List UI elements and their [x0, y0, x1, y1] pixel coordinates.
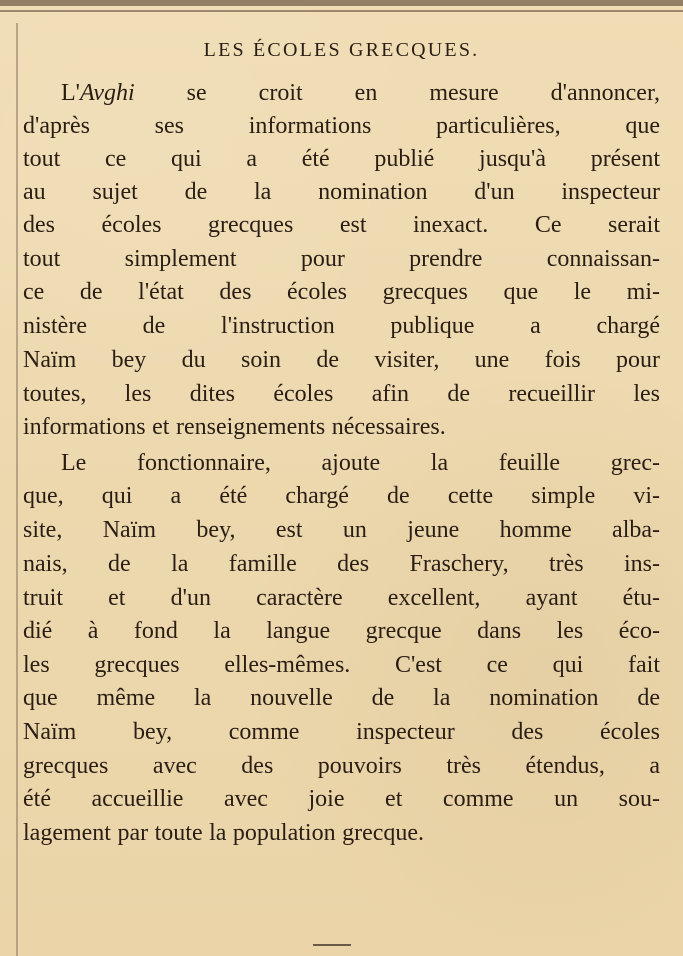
top-rule [0, 0, 683, 6]
article-line-1 [61, 77, 660, 109]
article-line-9: Naïm bey du soin de visiter, une fois pour [23, 347, 660, 373]
article-line-19: que même la nouvelle de la nomination de [23, 685, 660, 711]
article-line-11: informations et renseignements nécessaires. [23, 414, 446, 440]
article-line-5: des écoles grecques est inexact. Ce serait [23, 212, 660, 238]
article-line-7: ce de l'état des écoles grecques que le mi- [23, 279, 660, 305]
article-line-16: truit et d'un caractère excellent, ayant étu- [23, 585, 660, 611]
article-line-20: Naïm bey, comme inspecteur des écoles [23, 719, 660, 745]
article-line-13: que, qui a été chargé de cette simple vi- [23, 483, 660, 509]
article-line-1-prefix: L' [61, 80, 80, 106]
article-line-22: été accueillie avec joie et comme un sou- [23, 786, 660, 812]
article-line-23: lagement par toute la population grecque. [23, 820, 425, 846]
article-line-17: dié à fond la langue grecque dans les éco- [23, 618, 660, 644]
article-line-1-text: se croit en mesure d'annoncer, [134, 80, 660, 106]
article-headline: LES ÉCOLES GRECQUES. [203, 39, 480, 61]
top-rule-secondary [0, 10, 683, 12]
article-line-15: nais, de la famille des Fraschery, très ins- [23, 551, 660, 577]
article-line-2: d'après ses informations particulières, que [23, 113, 660, 139]
article-line-3: tout ce qui a été publié jusqu'à présent [23, 146, 660, 172]
article-line-8: nistère de l'instruction publique a chargé [23, 313, 660, 339]
article-line-18: les grecques elles-mêmes. C'est ce qui fait [23, 652, 660, 678]
article-line-6: tout simplement pour prendre connaissan- [23, 246, 660, 272]
article-line-10: toutes, les dites écoles afin de recueillir les [23, 381, 660, 407]
article-line-14: site, Naïm bey, est un jeune homme alba- [23, 517, 660, 543]
article-line-4: au sujet de la nomination d'un inspecteur [23, 179, 660, 205]
article-line-12: Le fonctionnaire, ajoute la feuille grec- [61, 450, 660, 476]
article-end-rule [313, 944, 351, 946]
column-left-rule [16, 23, 18, 956]
article-line-21: grecques avec des pouvoirs très étendus, a [23, 753, 660, 779]
newspaper-name: Avghi [79, 80, 135, 106]
